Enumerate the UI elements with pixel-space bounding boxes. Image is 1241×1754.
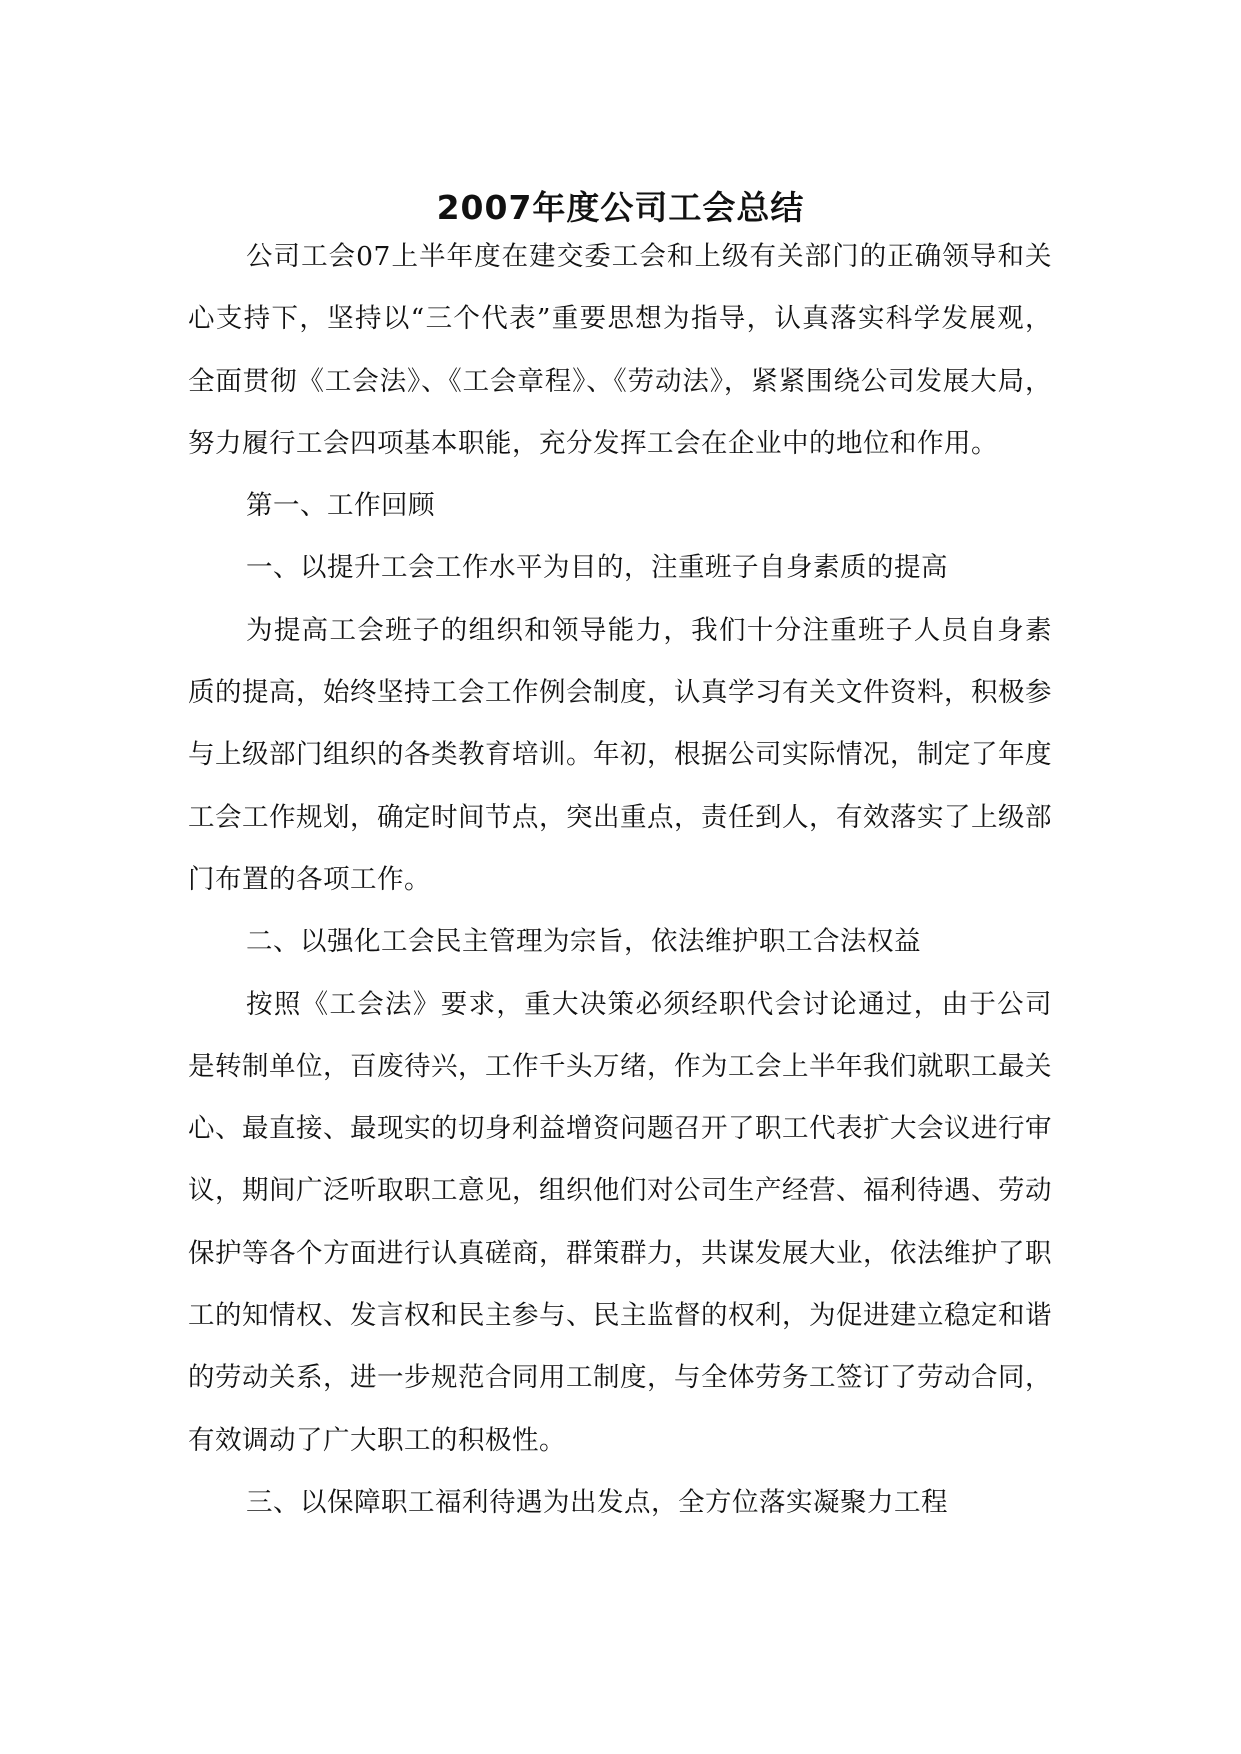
subheading-1: 一、以提升工会工作水平为目的，注重班子自身素质的提高: [246, 552, 948, 584]
document-title: 2007年度公司工会总结: [436, 188, 805, 228]
subheading-3: 三、以保障职工福利待遇为出发点，全方位落实凝聚力工程: [246, 1486, 948, 1518]
body-paragraph-2: 按照《工会法》要求，重大决策必须经职代会讨论通过，由于公司是转制单位，百废待兴，工作千头万绪，作为工会上半年我们就职工最关心、最直接、最现实的切身利益增资问题召开了职工代表扩大会议进行审议，期间广泛听取职工意见，组织他们对公司生产经营、福利待遇、劳动保护等各个方面进行认真磋商，群策群力，共谋发展大业，依法维护了职工的知情权、发言权和民主参与、民主监督的权利，为促进建立稳定和谐的劳动关系，进一步规范合同用工制度，与全体劳务工签订了劳动合同，有效调动了广大职工的积极性。: [188, 988, 1052, 1456]
section-heading-review: 第一、工作回顾: [246, 490, 435, 522]
subheading-2: 二、以强化工会民主管理为宗旨，依法维护职工合法权益: [246, 926, 921, 958]
intro-paragraph: 公司工会07上半年度在建交委工会和上级有关部门的正确领导和关心支持下，坚持以“三个代表”重要思想为指导，认真落实科学发展观，全面贯彻《工会法》、《工会章程》、《劳动法》，紧紧围绕公司发展大局，努力履行工会四项基本职能，充分发挥工会在企业中的地位和作用。: [188, 241, 1052, 459]
body-paragraph-1: 为提高工会班子的组织和领导能力，我们十分注重班子人员自身素质的提高，始终坚持工会工作例会制度，认真学习有关文件资料，积极参与上级部门组织的各类教育培训。年初，根据公司实际情况，制定了年度工会工作规划，确定时间节点，突出重点，责任到人，有效落实了上级部门布置的各项工作。: [188, 614, 1052, 895]
document-body: [188, 226, 1052, 1534]
